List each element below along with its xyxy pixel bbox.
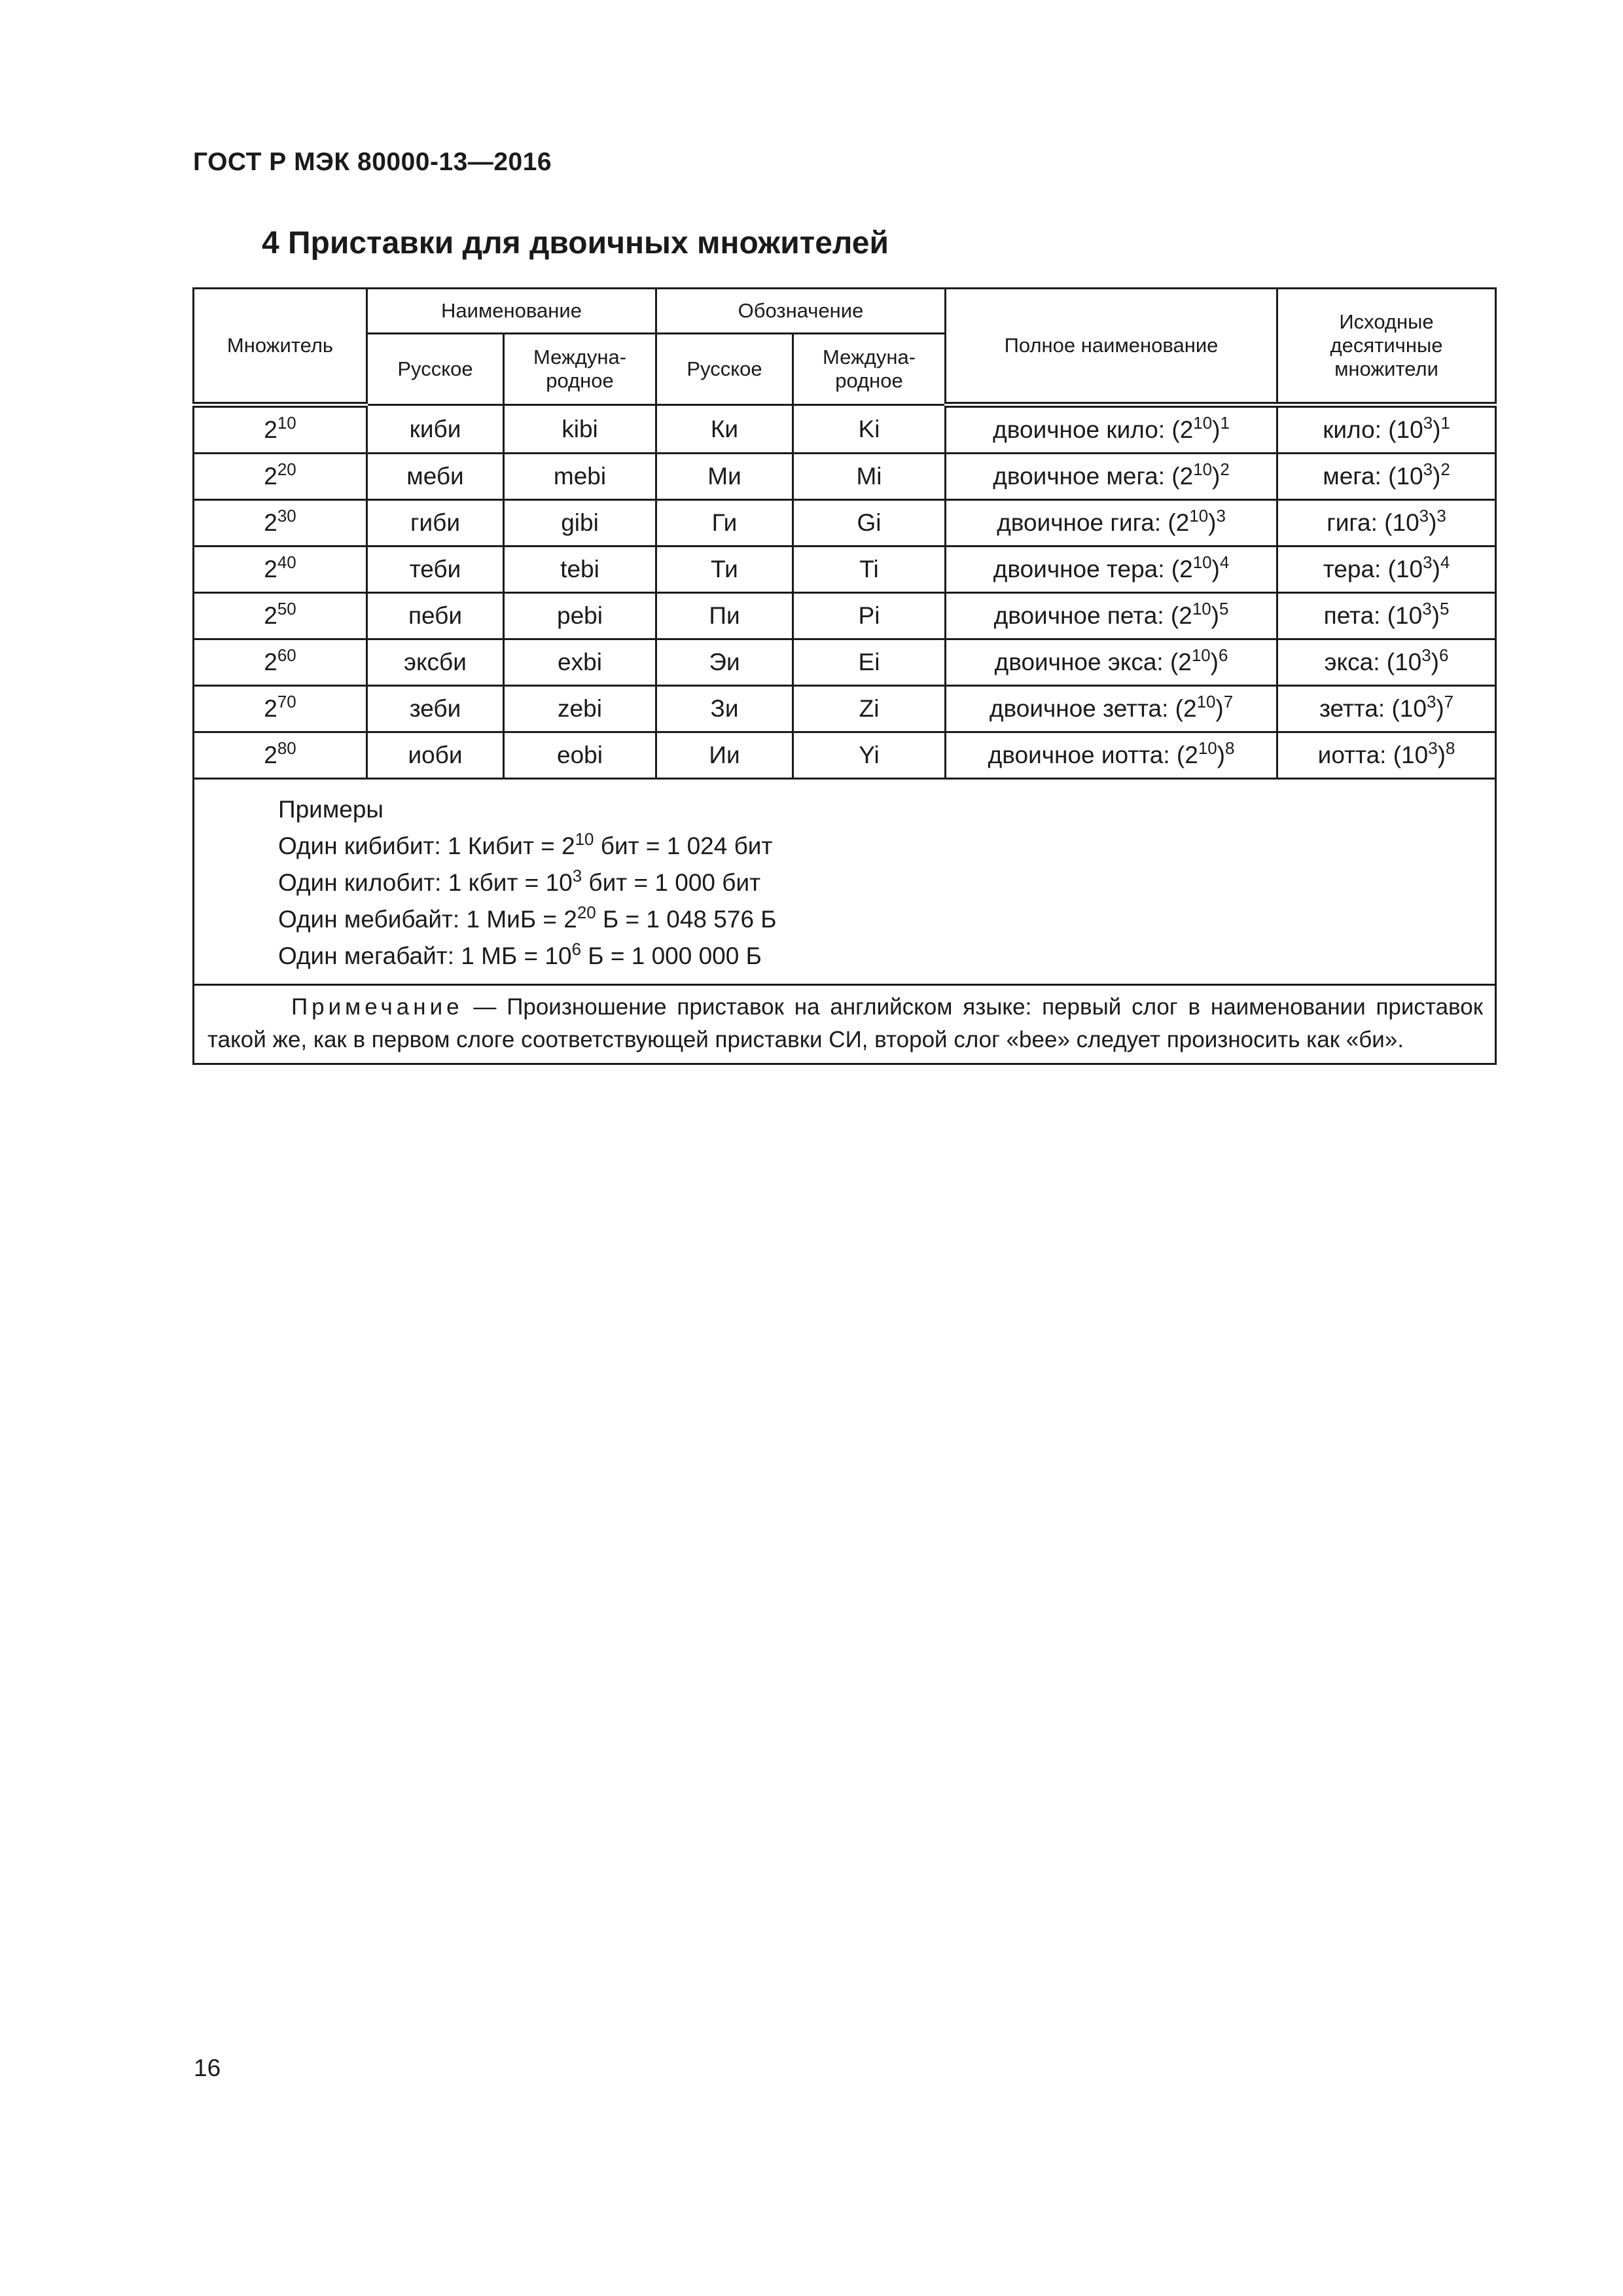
international-symbol-cell: Ti [793, 547, 946, 593]
header-decimal-origin [1277, 289, 1496, 405]
header-symbol-russian: Русское [656, 334, 793, 405]
table-row [194, 405, 1496, 454]
international-name-cell: eobi [504, 732, 656, 779]
header-full-name: Полное наименование [946, 289, 1277, 405]
factor-cell: $2^{30}$ [194, 500, 367, 547]
russian-name-cell: зеби [367, 686, 504, 732]
table-row [194, 732, 1496, 779]
russian-name-cell: эксби [367, 639, 504, 686]
full-name-cell: двоичное экса: $(2^{10})^6$ [946, 639, 1277, 686]
table-row [194, 686, 1496, 732]
full-name-cell: двоичное кило: $(2^{10})^1$ [946, 405, 1277, 454]
header-name-russian: Русское [367, 334, 504, 405]
russian-symbol-cell: Ги [656, 500, 793, 547]
international-name-cell: exbi [504, 639, 656, 686]
decimal-origin-cell: мега: $(10^3)^2$ [1277, 454, 1496, 500]
header-symbol-international-line-1: Междуна- [822, 346, 916, 368]
full-name-cell: двоичное зетта: $(2^{10})^7$ [946, 686, 1277, 732]
full-name-cell: двоичное иотта: $(2^{10})^8$ [946, 732, 1277, 779]
full-name-cell: двоичное мега: $(2^{10})^2$ [946, 454, 1277, 500]
note-text: — Произношение приставок на английском языке: первый слог в наименовании приставок такой же, как в первом слоге соответствующей приставки СИ, второй слог «bee» следует произносить как «би». [207, 994, 1484, 1052]
header-decimal-origin-line-3: множители [1334, 357, 1438, 380]
header-symbol: Обозначение [656, 289, 946, 334]
example-line: Один кибибит: 1 Кибит = $2^{10}$ бит = 1 024 бит [278, 830, 773, 859]
international-symbol-cell: Ei [793, 639, 946, 686]
russian-symbol-cell: Ки [656, 405, 793, 454]
factor-cell: $2^{60}$ [194, 639, 367, 686]
international-name-cell: tebi [504, 547, 656, 593]
table-row [194, 500, 1496, 547]
example-line: Один мегабайт: 1 МБ = $10^6$ Б = 1 000 000 Б [278, 940, 762, 969]
header-decimal-origin-line-1: Исходные [1339, 310, 1434, 333]
russian-symbol-cell: Ти [656, 547, 793, 593]
table-row [194, 454, 1496, 500]
russian-name-cell: гиби [367, 500, 504, 547]
table-body [194, 405, 1496, 1064]
examples-block [194, 779, 1496, 985]
factor-cell: $2^{80}$ [194, 732, 367, 779]
international-name-cell: mebi [504, 454, 656, 500]
table-row [194, 547, 1496, 593]
international-symbol-cell: Gi [793, 500, 946, 547]
international-symbol-cell: Zi [793, 686, 946, 732]
russian-symbol-cell: Пи [656, 593, 793, 639]
header-name-international-line-2: родное [546, 369, 614, 392]
header-name-international-line-1: Междуна- [533, 346, 627, 368]
header-name: Наименование [367, 289, 656, 334]
decimal-origin-cell: зетта: $(10^3)^7$ [1277, 686, 1496, 732]
decimal-origin-cell: тера: $(10^3)^4$ [1277, 547, 1496, 593]
table-row [194, 639, 1496, 686]
decimal-origin-cell: пета: $(10^3)^5$ [1277, 593, 1496, 639]
factor-cell: $2^{50}$ [194, 593, 367, 639]
document-header: ГОСТ Р МЭК 80000-13—2016 [193, 148, 552, 176]
international-name-cell: zebi [504, 686, 656, 732]
full-name-cell: двоичное пета: $(2^{10})^5$ [946, 593, 1277, 639]
russian-name-cell: иоби [367, 732, 504, 779]
decimal-origin-cell: иотта: $(10^3)^8$ [1277, 732, 1496, 779]
factor-cell: $2^{20}$ [194, 454, 367, 500]
international-symbol-cell: Yi [793, 732, 946, 779]
factor-cell: $2^{10}$ [194, 405, 367, 454]
international-name-cell: gibi [504, 500, 656, 547]
header-symbol-international-line-2: родное [835, 369, 903, 392]
russian-symbol-cell: Ии [656, 732, 793, 779]
table-row [194, 593, 1496, 639]
russian-symbol-cell: Зи [656, 686, 793, 732]
full-name-cell: двоичное гига: $(2^{10})^3$ [946, 500, 1277, 547]
international-symbol-cell: Pi [793, 593, 946, 639]
note-label: Примечание [291, 994, 463, 1020]
header-name-international [504, 334, 656, 405]
decimal-origin-cell: гига: $(10^3)^3$ [1277, 500, 1496, 547]
international-name-cell: pebi [504, 593, 656, 639]
examples-heading: Примеры [278, 796, 384, 823]
russian-name-cell: пеби [367, 593, 504, 639]
full-name-cell: двоичное тера: $(2^{10})^4$ [946, 547, 1277, 593]
decimal-origin-cell: экса: $(10^3)^6$ [1277, 639, 1496, 686]
russian-name-cell: меби [367, 454, 504, 500]
header-decimal-origin-line-2: десятичные [1330, 334, 1443, 357]
header-symbol-international [793, 334, 946, 405]
russian-name-cell: теби [367, 547, 504, 593]
russian-name-cell: киби [367, 405, 504, 454]
international-symbol-cell: Mi [793, 454, 946, 500]
page-number: 16 [194, 2054, 221, 2081]
header-factor: Множитель [194, 289, 367, 405]
russian-symbol-cell: Ми [656, 454, 793, 500]
note-block [194, 985, 1496, 1064]
example-line: Один мебибайт: 1 МиБ = $2^{20}$ Б = 1 048 576 Б [278, 903, 777, 933]
russian-symbol-cell: Эи [656, 639, 793, 686]
binary-prefix-table [192, 287, 1497, 1065]
factor-cell: $2^{70}$ [194, 686, 367, 732]
example-line: Один килобит: 1 кбит = $10^3$ бит = 1 000 бит [278, 867, 761, 896]
section-title: 4 Приставки для двоичных множителей [262, 226, 889, 260]
decimal-origin-cell: кило: $(10^3)^1$ [1277, 405, 1496, 454]
international-name-cell: kibi [504, 405, 656, 454]
factor-cell: $2^{40}$ [194, 547, 367, 593]
international-symbol-cell: Ki [793, 405, 946, 454]
